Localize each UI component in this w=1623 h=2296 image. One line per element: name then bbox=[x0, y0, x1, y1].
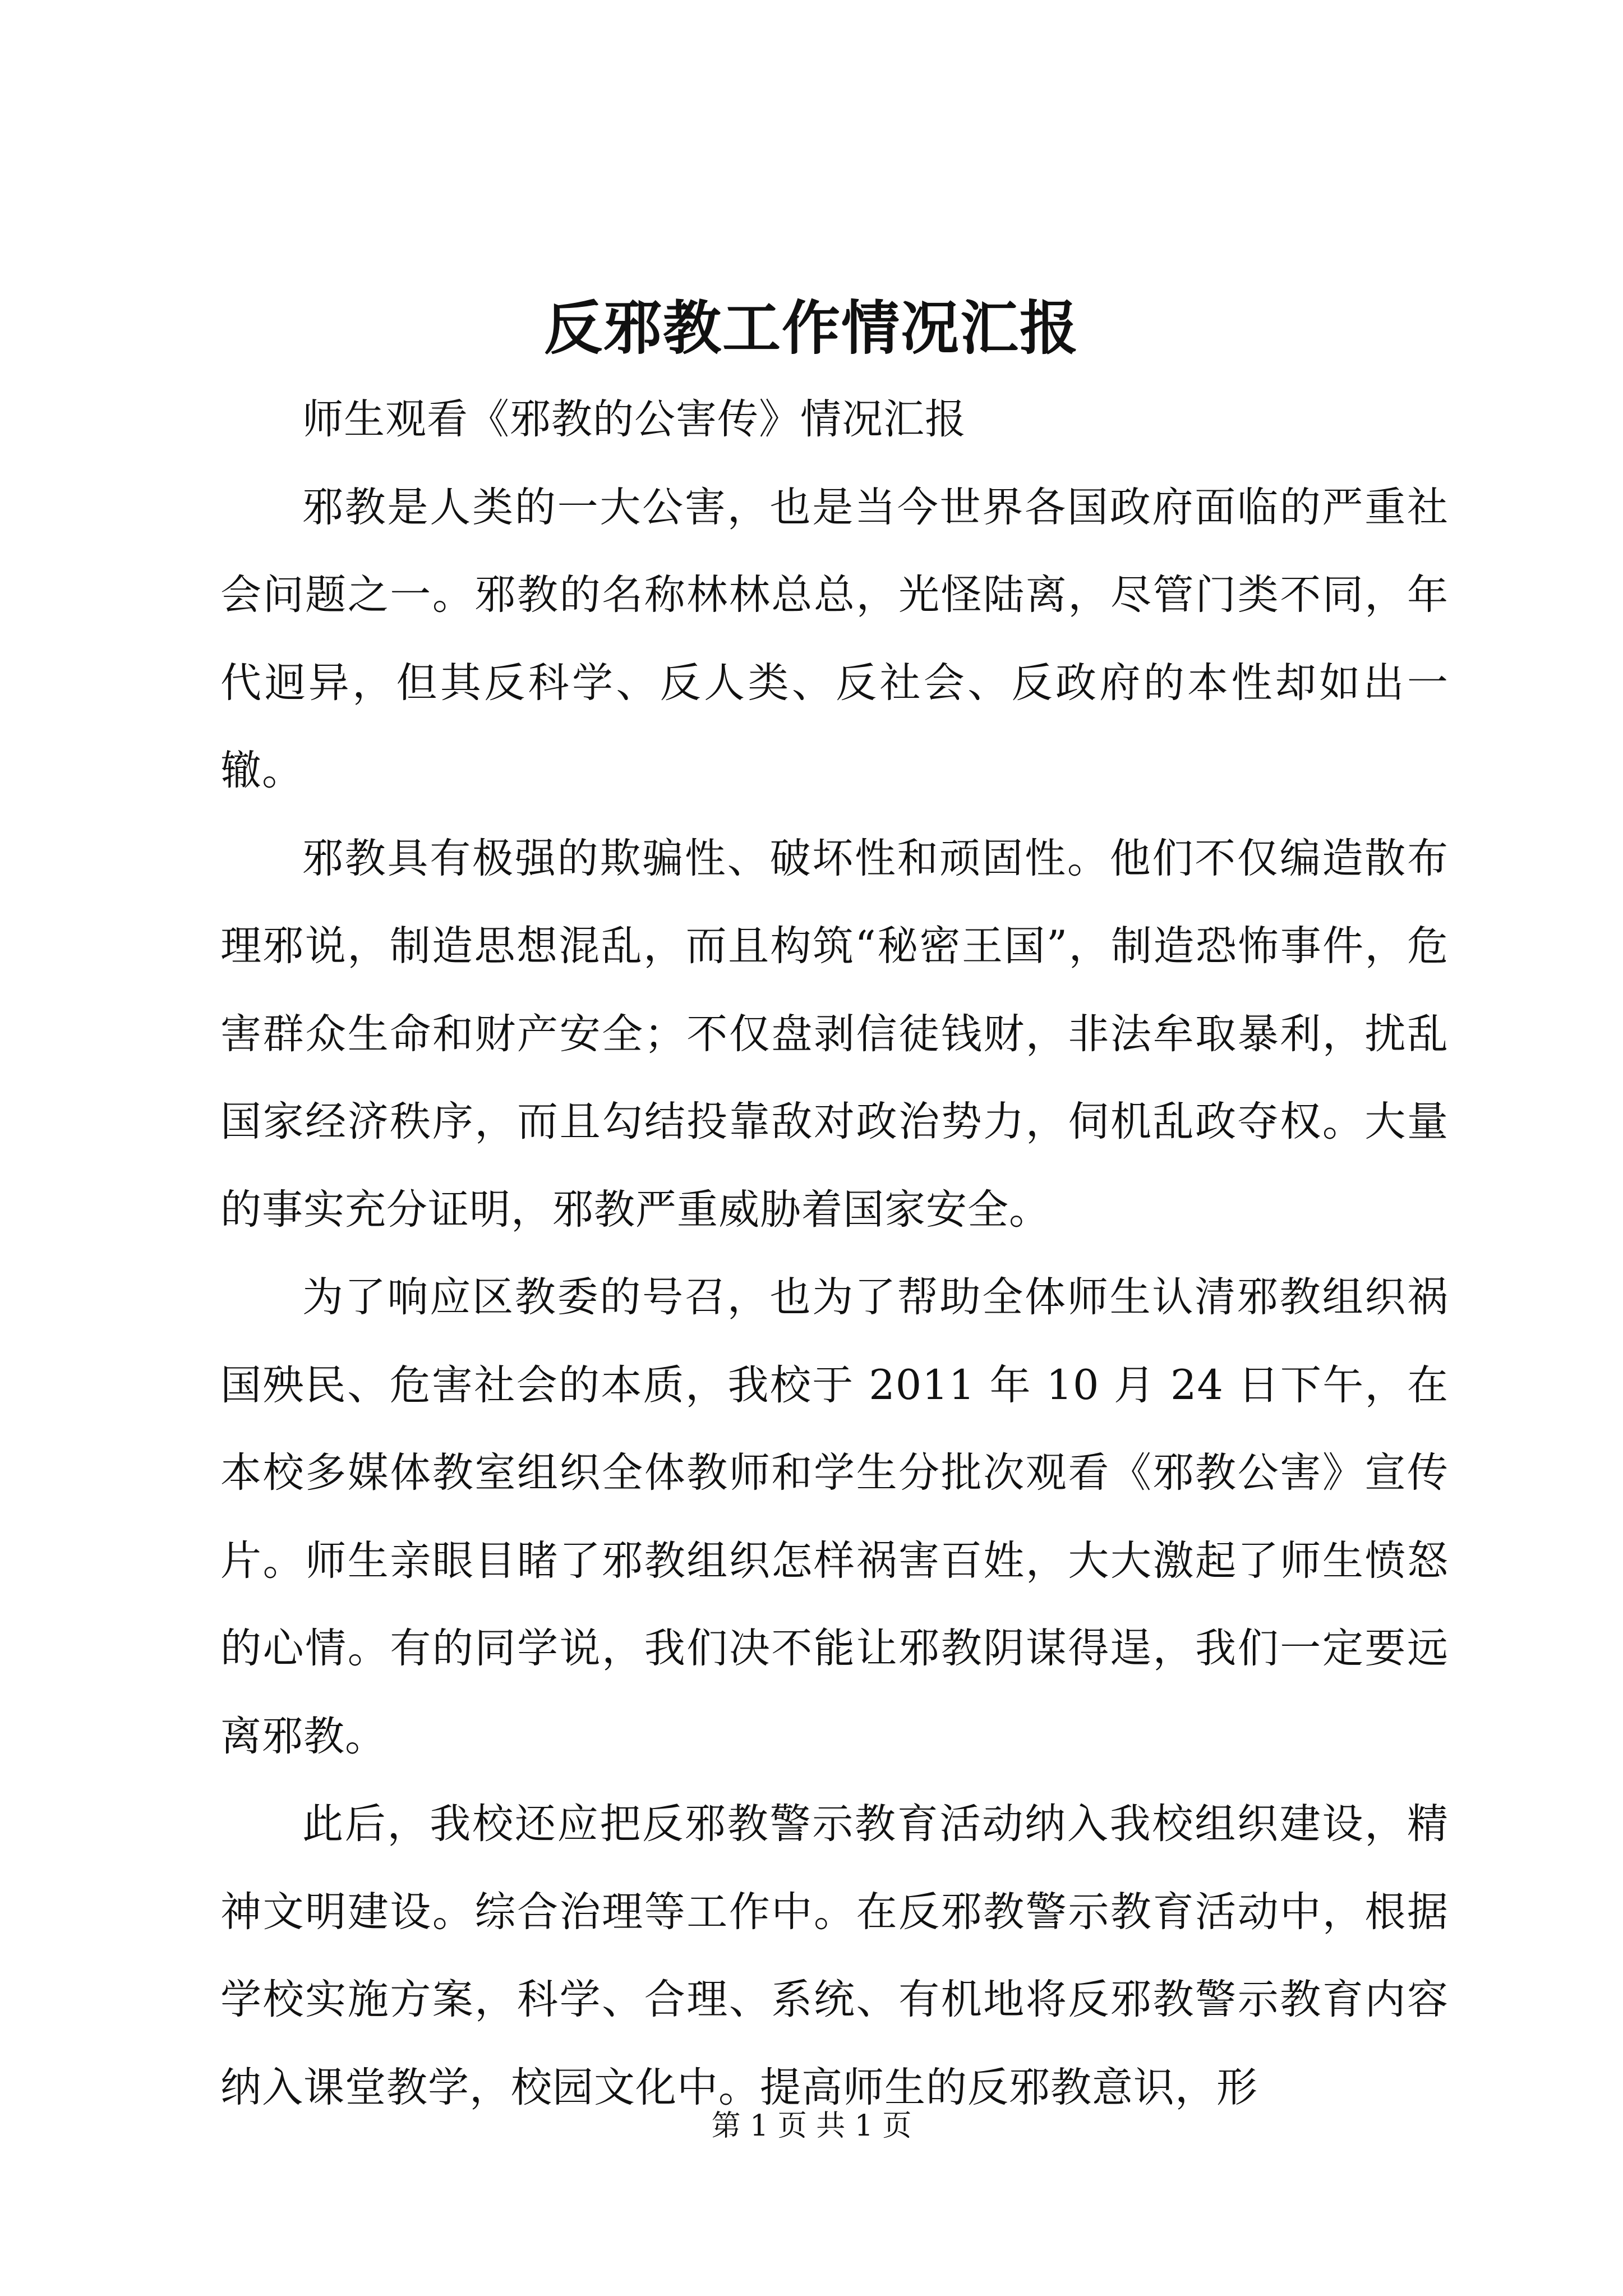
document-body bbox=[220, 376, 1449, 2132]
body-paragraph-2: 邪教具有极强的欺骗性、破坏性和顽固性。他们不仅编造散布理邪说，制造思想混乱，而且构筑“秘密王国”，制造恐怖事件，危害群众生命和财产安全；不仅盘剥信徒钱财，非法牟取暴利，扰乱国家经济秩序，而且勾结投靠敌对政治势力，伺机乱政夺权。大量的事实充分证明，邪教严重威胁着国家安全。 bbox=[220, 834, 1449, 1234]
document-title: 反邪教工作情况汇报 bbox=[543, 293, 1079, 362]
body-paragraph-1: 邪教是人类的一大公害，也是当今世界各国政府面临的严重社会问题之一。邪教的名称林林总总，光怪陆离，尽管门类不同，年代迥异，但其反科学、反人类、反社会、反政府的本性却如出一辙。 bbox=[220, 483, 1449, 794]
page-footer: 第 1 页 共 1 页 bbox=[711, 2109, 912, 2143]
subtitle-paragraph: 师生观看《邪教的公害传》情况汇报 bbox=[302, 395, 966, 443]
body-paragraph-3: 为了响应区教委的号召，也为了帮助全体师生认清邪教组织祸国殃民、危害社会的本质，我校于 2011 年 10 月 24 日下午，在本校多媒体教室组织全体教师和学生分批次观看《邪教公害》宣传片。师生亲眼目睹了邪教组织怎样祸害百姓，大大激起了师生愤怒的心情。有的同学说，我们决不能让邪教阴谋得逞，我们一定要远离邪教。 bbox=[220, 1273, 1449, 1760]
body-paragraph-4: 此后，我校还应把反邪教警示教育活动纳入我校组织建设，精神文明建设。综合治理等工作中。在反邪教警示教育活动中，根据学校实施方案，科学、合理、系统、有机地将反邪教警示教育内容纳入课堂教学，校园文化中。提高师生的反邪教意识，形 bbox=[220, 1800, 1449, 2111]
